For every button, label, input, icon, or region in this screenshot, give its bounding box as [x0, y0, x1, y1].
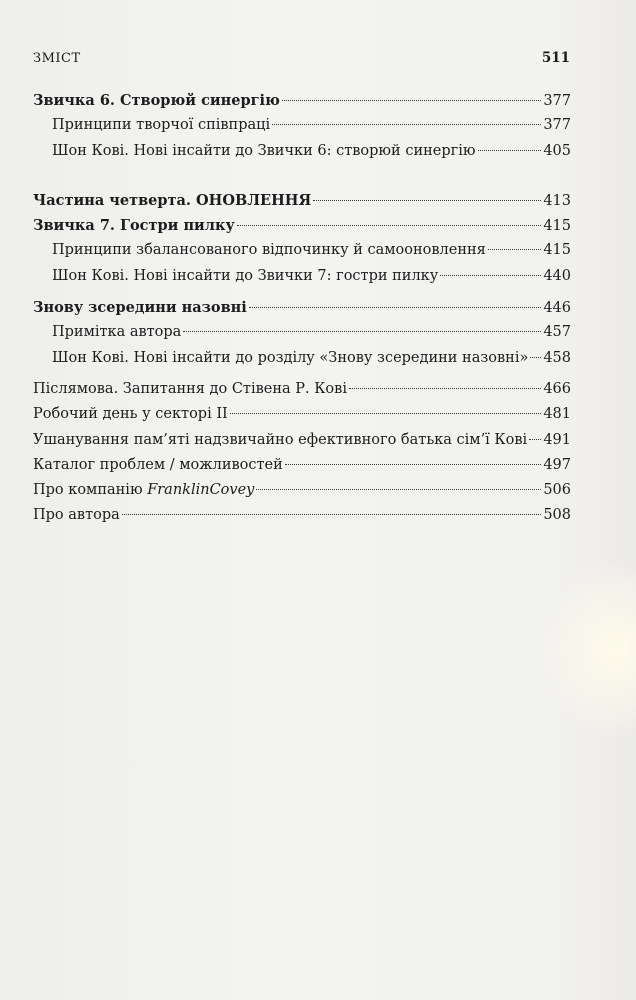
- toc-entry-page: 377: [543, 117, 571, 134]
- light-glare: [536, 560, 636, 740]
- dot-leader: [285, 464, 542, 465]
- dot-leader: [122, 514, 542, 515]
- dot-leader: [272, 124, 541, 125]
- toc-entry-page: 458: [543, 349, 571, 366]
- toc-entry-page: 481: [543, 406, 571, 423]
- toc-entry-inside-out-again[interactable]: [33, 299, 571, 324]
- dot-leader: [440, 275, 541, 276]
- toc-entry-label: Принципи творчої співпраці: [52, 117, 271, 134]
- dot-leader: [529, 439, 541, 440]
- toc-entry-part-four[interactable]: [33, 192, 571, 217]
- dot-leader: [249, 307, 542, 308]
- dot-leader: [183, 331, 541, 332]
- toc-entry-sean-covey-habit-7[interactable]: [33, 268, 571, 293]
- toc-entry-habit-7[interactable]: [33, 217, 571, 242]
- toc-entry-quadrant-2-day[interactable]: [33, 406, 571, 431]
- toc-entry-sean-covey-inside-out[interactable]: [33, 350, 571, 375]
- dot-leader: [530, 357, 541, 358]
- toc-entry-label: Принципи збалансованого відпочинку й самооновлення: [52, 242, 486, 259]
- toc-entry-author-note[interactable]: [33, 324, 571, 349]
- page-number: 511: [541, 50, 570, 66]
- toc-entry-creative-cooperation[interactable]: [33, 117, 571, 142]
- dot-leader: [488, 249, 541, 250]
- toc-entry-balanced-renewal[interactable]: [33, 242, 571, 267]
- toc-entry-label: Робочий день у секторі II: [33, 406, 228, 423]
- toc-entry-page: 405: [543, 142, 571, 159]
- dot-leader: [282, 100, 541, 101]
- dot-leader: [349, 388, 541, 389]
- dot-leader: [313, 200, 541, 201]
- table-of-contents: [33, 92, 571, 533]
- toc-entry-label-prefix: Про компанію: [33, 482, 148, 499]
- toc-entry-tribute[interactable]: [33, 432, 571, 457]
- toc-entry-label: Знову зсередини назовні: [33, 299, 247, 317]
- toc-entry-problem-catalog[interactable]: [33, 457, 571, 482]
- toc-entry-afterword[interactable]: [33, 381, 571, 406]
- running-header: [33, 50, 570, 66]
- toc-entry-label: Ушанування пам’яті надзвичайно ефективного батька сім’ї Кові: [33, 431, 528, 448]
- toc-entry-about-author[interactable]: [33, 507, 571, 532]
- toc-entry-label: Частина четверта. ОНОВЛЕННЯ: [33, 191, 312, 209]
- toc-entry-about-company[interactable]: [33, 482, 571, 507]
- dot-leader: [237, 225, 542, 226]
- toc-entry-label: Шон Кові. Нові інсайти до розділу «Знову зсередини назовні»: [52, 349, 529, 366]
- toc-entry-page: 446: [543, 300, 571, 317]
- toc-entry-label: Про автора: [33, 507, 120, 524]
- toc-entry-page: 466: [543, 380, 571, 397]
- toc-entry-label: Каталог проблем / можливостей: [33, 456, 283, 473]
- toc-entry-page: 377: [543, 93, 571, 109]
- toc-entry-page: 497: [543, 456, 571, 473]
- toc-entry-label: Післямова. Запитання до Стівена Р. Кові: [33, 380, 347, 397]
- toc-entry-page: 413: [543, 192, 571, 209]
- section-title: ЗМІСТ: [33, 51, 81, 66]
- dot-leader: [478, 150, 542, 151]
- toc-entry-label: Звичка 7. Гостри пилку: [33, 217, 235, 235]
- toc-entry-page: 508: [543, 507, 571, 524]
- toc-entry-label: Звичка 6. Створюй синергію: [33, 92, 280, 109]
- dot-leader: [230, 413, 542, 414]
- toc-entry-habit-6[interactable]: [33, 92, 571, 117]
- toc-entry-page: 491: [543, 431, 571, 448]
- toc-entry-label: Шон Кові. Нові інсайти до Звички 7: гостри пилку: [52, 267, 439, 284]
- toc-entry-page: 506: [543, 482, 571, 499]
- toc-entry-page: 440: [543, 267, 571, 284]
- toc-entry-label: [33, 482, 254, 498]
- toc-entry-label: Шон Кові. Нові інсайти до Звички 6: створюй синергію: [52, 142, 476, 159]
- company-name: FranklinCovey: [147, 482, 255, 499]
- toc-entry-page: 415: [543, 242, 571, 259]
- toc-entry-page: 457: [543, 324, 571, 341]
- toc-entry-label: Примітка автора: [52, 324, 182, 341]
- dot-leader: [256, 489, 541, 490]
- toc-entry-page: 415: [543, 218, 571, 235]
- toc-entry-sean-covey-habit-6[interactable]: [33, 143, 571, 168]
